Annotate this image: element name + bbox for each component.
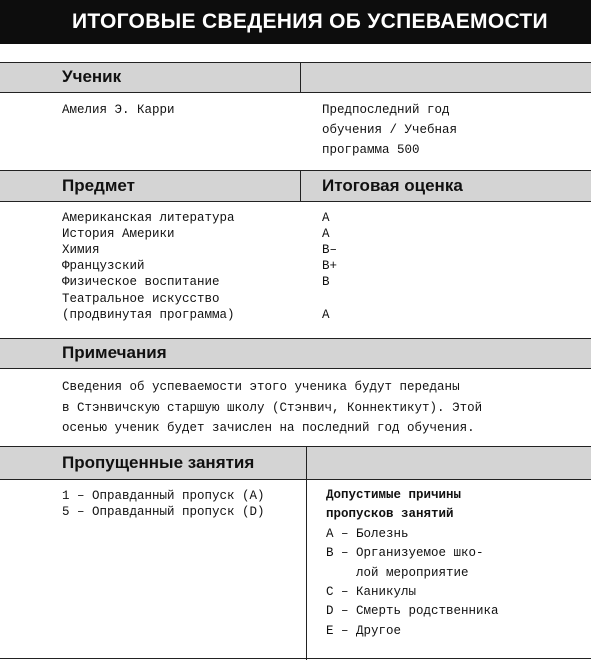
absences-header: Пропущенные занятия (62, 453, 255, 472)
reasons-title-line: пропусков занятий (326, 507, 454, 521)
subject-grade: B+ (322, 259, 338, 273)
student-divider (300, 62, 301, 93)
student-program-line: Предпоследний год (322, 103, 450, 117)
student-program-line: программа 500 (322, 143, 420, 157)
reasons-title-line: Допустимые причины (326, 488, 462, 502)
title-bar (0, 0, 591, 44)
subject-name: (продвинутая программа) (62, 308, 235, 322)
absences-divider (306, 446, 307, 660)
student-program-line: обучения / Учебная (322, 123, 458, 137)
subject-name: Французский (62, 259, 145, 273)
subject-grade: A (322, 211, 330, 225)
reason-line: D – Смерть родственника (326, 604, 499, 618)
bottom-rule (0, 658, 591, 659)
student-name: Амелия Э. Карри (62, 103, 175, 117)
absence-entry: 1 – Оправданный пропуск (A) (62, 489, 265, 503)
notes-line: Сведения об успеваемости этого ученика будут переданы (62, 380, 460, 394)
grades-divider (300, 170, 301, 202)
student-header: Ученик (62, 67, 122, 86)
reason-line: A – Болезнь (326, 527, 409, 541)
subject-name: История Америки (62, 227, 175, 241)
subject-name: Американская литература (62, 211, 235, 225)
subject-grade: B (322, 275, 330, 289)
subject-grade: A (322, 227, 330, 241)
subject-grade: B– (322, 243, 338, 257)
reason-line: E – Другое (326, 624, 402, 638)
subject-grade: A (322, 308, 330, 322)
reason-line: лой мероприятие (326, 566, 469, 580)
page-title: ИТОГОВЫЕ СВЕДЕНИЯ ОБ УСПЕВАЕМОСТИ (72, 10, 548, 33)
subject-header: Предмет (62, 176, 135, 195)
notes-header: Примечания (62, 343, 167, 362)
subject-name: Театральное искусство (62, 292, 220, 306)
grade-header: Итоговая оценка (322, 176, 463, 195)
subject-name: Физическое воспитание (62, 275, 220, 289)
notes-line: осенью ученик будет зачислен на последний год обучения. (62, 421, 475, 435)
reason-line: B – Организуемое шко- (326, 546, 484, 560)
reason-line: C – Каникулы (326, 585, 417, 599)
absence-entry: 5 – Оправданный пропуск (D) (62, 505, 265, 519)
notes-line: в Стэнвичскую старшую школу (Стэнвич, Коннектикут). Этой (62, 401, 483, 415)
subject-name: Химия (62, 243, 100, 257)
